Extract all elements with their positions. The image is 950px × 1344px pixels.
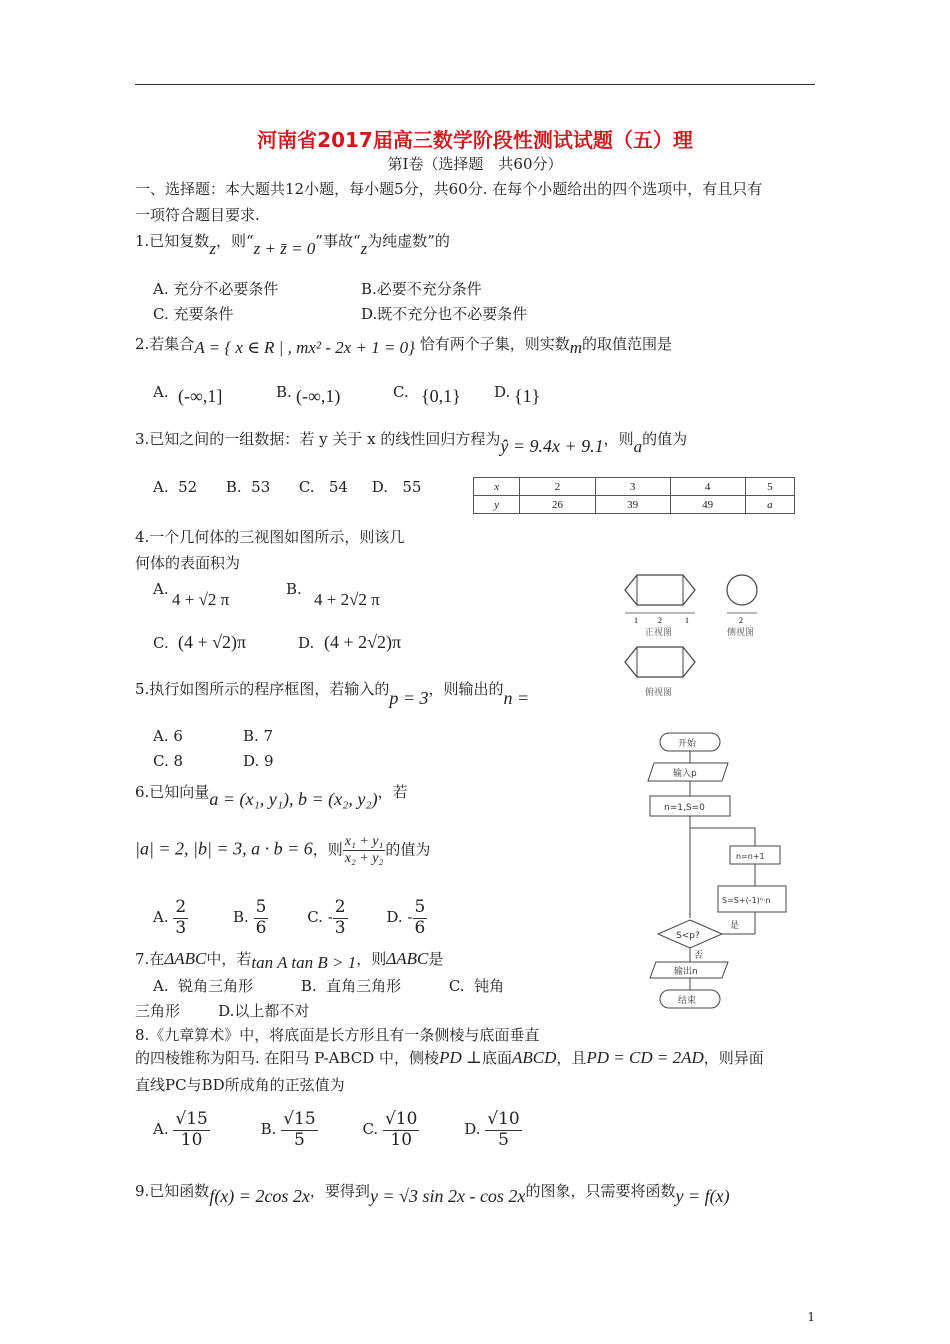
q7-triangle-2: ΔABC [386,949,429,968]
table-cell: 49 [670,496,745,514]
question-8-stem [135,1047,764,1068]
page-number: 1 [807,1310,815,1324]
table-cell: a [745,496,794,514]
q8-d-num: √10 [487,1109,520,1129]
q4-option-b: 4 + 2√2 π [314,590,380,609]
side-view-circle [727,575,757,605]
table-cell: y [474,496,520,514]
q8-d-den: 5 [498,1129,509,1150]
q5-output-n: n = [503,688,530,708]
q1-option-d: D.既不充分也不必要条件 [361,305,528,323]
q8-option-d-label: D. [464,1120,481,1139]
q1-condition: z + z̄ = 0 [253,239,316,258]
q8-stem-line3: 直线PC与BD所成角的正弦值为 [135,1076,345,1094]
front-view-label: 正视图 [645,628,673,638]
table-cell: x [474,478,520,496]
q2-option-c: {0,1} [421,386,461,406]
q2-stem-b: 恰有两个子集，则实数 [419,335,570,353]
flow-output-label: 输出n [674,967,698,977]
q6-option-b [254,898,269,938]
q3-var-a: a [633,437,643,456]
q8-options [153,1110,522,1150]
q8-stem-line1: 8.《九章算术》中，将底面是长方形且有一条侧棱与底面垂直 [135,1026,540,1044]
question-3-stem [135,428,688,456]
header-rule [135,84,815,85]
q4-option-c-label: C. [153,634,169,652]
q6-ratio-numerator: x₁ + y₁ [343,834,386,851]
q5-option-b: B. 7 [243,727,274,745]
question-7-stem [135,948,444,972]
q8-stem-d: ，则异面 [703,1049,764,1067]
q4-option-b-label: B. [286,580,302,598]
q7-stem-c: ，则 [356,950,387,968]
flow-update-n-label: n=n+1 [736,852,765,861]
q1-var-z2: z [360,239,368,258]
q8-option-c [383,1110,419,1150]
q8-stem-a: 的四棱锥称为阳马. 在阳马 P-ABCD 中，侧棱 [135,1049,440,1067]
q4-stem-line1: 4.一个几何体的三视图如图所示，则该几 [135,528,405,546]
table-row [474,496,795,514]
q6-option-a-label: A. [153,908,169,927]
q4-option-d-label: D. [298,634,315,652]
q8-base: ABCD [511,1048,557,1067]
q7-options-line-2: 三角形 D.以上都不对 [135,1002,310,1020]
q6-option-d-sign: - [407,908,413,927]
q6-d-num: 5 [414,897,426,917]
q6-option-a [173,898,188,938]
q3-stem-b: ，则 [603,430,634,448]
q6-stem-d: 的值为 [385,840,431,859]
program-flowchart [620,728,790,1013]
q8-stem-b: 底面 [481,1049,512,1067]
q6-c-num: 2 [334,897,346,917]
table-cell: 4 [670,478,745,496]
q6-ratio-denominator: x₂ + y₂ [344,851,384,867]
flow-end-label: 结束 [678,996,697,1006]
flow-no-label: 否 [694,951,704,961]
front-view-shape [625,575,695,605]
q4-stem-line2: 何体的表面积为 [135,554,241,572]
q1-option-c: C. 充要条件 [153,305,234,323]
q7-stem-b: 中，若 [206,950,252,968]
q9-function-y: y = f(x) [675,1186,730,1206]
q5-option-d: D. 9 [243,752,274,770]
q2-option-d: {1} [514,386,541,406]
q3-stem-c: 的值为 [642,430,688,448]
q8-option-b [281,1110,317,1150]
q8-c-num: √10 [384,1109,418,1129]
question-1-stem [135,230,450,258]
q6-stem-b: ，若 [377,783,408,801]
q8-option-b-label: B. [260,1120,277,1139]
q8-c-den: 10 [390,1129,413,1150]
q2-option-a-label: A. [153,383,169,401]
table-cell: 5 [745,478,794,496]
q4-option-c: (4 + √2)π [178,632,247,652]
question-9-stem [135,1180,730,1206]
q6-option-d [413,898,428,938]
front-dim-3: 1 [685,616,689,625]
q1-stem-c: ”事故“ [315,232,361,250]
q5-option-a: A. 6 [153,727,183,745]
q4-option-a: 4 + √2 π [172,590,230,609]
q8-stem-c: ，且 [556,1049,587,1067]
q3-data-table [473,477,795,514]
q6-options [153,898,427,938]
question-6-stem [135,781,408,809]
q7-condition: tan A tan B > 1 [251,953,357,972]
q2-option-c-label: C. [393,383,409,401]
q6-vectors: a = (x₁, y₁), b = (x₂, y₂) [209,789,378,809]
q1-stem-a: 1.已知复数 [135,232,210,250]
q4-option-d: (4 + 2√2)π [324,632,402,652]
q8-equation: PD = CD = 2AD [586,1048,704,1067]
three-view-figure [615,565,775,705]
q6-option-c-sign: - [327,908,333,927]
top-view-shape [625,647,695,677]
q6-b-num: 5 [255,897,267,917]
q6-option-c-label: C. [307,908,323,927]
question-2-stem [135,333,673,357]
q5-input-p: p = 3 [389,688,429,708]
q1-stem-b: ，则“ [215,232,254,250]
q9-target-function: y = √3 sin 2x - cos 2x [369,1186,526,1206]
q6-b-den: 6 [255,917,267,938]
q8-perpendicular: PD ⊥ [439,1048,482,1067]
q5-stem-b: ，则输出的 [428,680,504,698]
flow-init-label: n=1,S=0 [664,803,705,813]
q7-triangle-1: ΔABC [164,949,207,968]
flow-condition-label: S<p? [676,931,700,941]
q8-b-num: √15 [283,1109,316,1129]
q1-var-z: z [209,239,216,258]
q7-stem-d: 是 [428,950,444,968]
front-dim-2: 2 [658,616,662,625]
q9-stem-a: 9.已知函数 [135,1182,210,1200]
q2-option-a: (-∞,1] [178,386,223,406]
table-cell: 2 [520,478,595,496]
flow-yes-label: 是 [730,921,740,931]
q2-stem-c: 的取值范围是 [582,335,673,353]
q3-stem-a: 3.已知之间的一组数据：若 y 关于 x 的线性回归方程为 [135,430,501,448]
question-5-stem [135,678,530,708]
q8-option-d [485,1110,521,1150]
flow-loop-back [690,828,755,846]
q4-option-a-label: A. [153,580,169,598]
side-view-label: 侧视图 [727,628,755,638]
q6-c-den: 3 [334,917,346,938]
q2-option-d-label: D. [494,383,511,401]
q6-stem-c: ，则 [312,840,343,859]
q2-set: A = { x ∈ R | , mx² - 2x + 1 = 0} [194,338,415,357]
q9-function-f: f(x) = 2cos 2x [209,1186,310,1206]
q1-option-b: B.必要不充分条件 [361,280,482,298]
q8-option-a [173,1110,209,1150]
q9-stem-b: ，要得到 [309,1182,370,1200]
q1-stem-d: 为纯虚数”的 [367,232,450,250]
q6-condition: |a| = 2, |b| = 3, a · b = 6 [135,838,313,859]
q6-d-den: 6 [414,917,426,938]
section-instructions-2: 一项符合题目要求. [135,206,260,224]
q8-a-num: √15 [175,1109,208,1129]
q6-option-b-label: B. [233,908,249,927]
q7-stem-a: 7.在 [135,950,165,968]
top-view-label: 俯视图 [645,688,673,698]
table-row [474,478,795,496]
q6-a-den: 3 [175,917,187,938]
table-cell: 26 [520,496,595,514]
flow-update-s-label: S=S+(-1)ⁿ·n [722,896,771,905]
q2-var-m: m [569,338,583,357]
q6-option-d-label: D. [386,908,403,927]
q6-stem-a: 6.已知向量 [135,783,210,801]
question-6-condition [135,834,430,867]
q8-option-a-label: A. [153,1120,169,1139]
q6-a-num: 2 [175,897,187,917]
q2-option-b: (-∞,1) [296,386,341,406]
q2-option-b-label: B. [276,383,292,401]
q3-options: A. 52 B. 53 C. 54 D. 55 [153,478,422,496]
q9-stem-c: 的图象，只需要将函数 [525,1182,676,1200]
front-dim-1: 1 [634,616,638,625]
q8-option-c-label: C. [362,1120,379,1139]
page-title: 河南省2017届高三数学阶段性测试试题（五）理 [257,128,693,152]
q5-option-c: C. 8 [153,752,184,770]
q8-b-den: 5 [294,1129,305,1150]
q7-options-line: A. 锐角三角形 B. 直角三角形 C. 钝角 [153,977,505,995]
q3-regression-eq: ŷ = 9.4x + 9.1 [500,436,604,456]
section-instructions-1: 一、选择题：本大题共12小题，每小题5分，共60分. 在每个小题给出的四个选项中，有且只有 [135,180,763,198]
q6-option-c [333,898,348,938]
flow-input-label: 输入p [673,769,697,779]
section-subtitle: 第Ⅰ卷（选择题 共60分） [387,155,563,173]
q5-stem-a: 5.执行如图所示的程序框图，若输入的 [135,680,390,698]
q2-stem-a: 2.若集合 [135,335,195,353]
table-cell: 39 [595,496,670,514]
q1-option-a: A. 充分不必要条件 [153,280,279,298]
q8-a-den: 10 [180,1129,203,1150]
q6-ratio [343,834,386,867]
table-cell: 3 [595,478,670,496]
side-dim: 2 [739,616,743,625]
flow-start-label: 开始 [678,739,697,749]
